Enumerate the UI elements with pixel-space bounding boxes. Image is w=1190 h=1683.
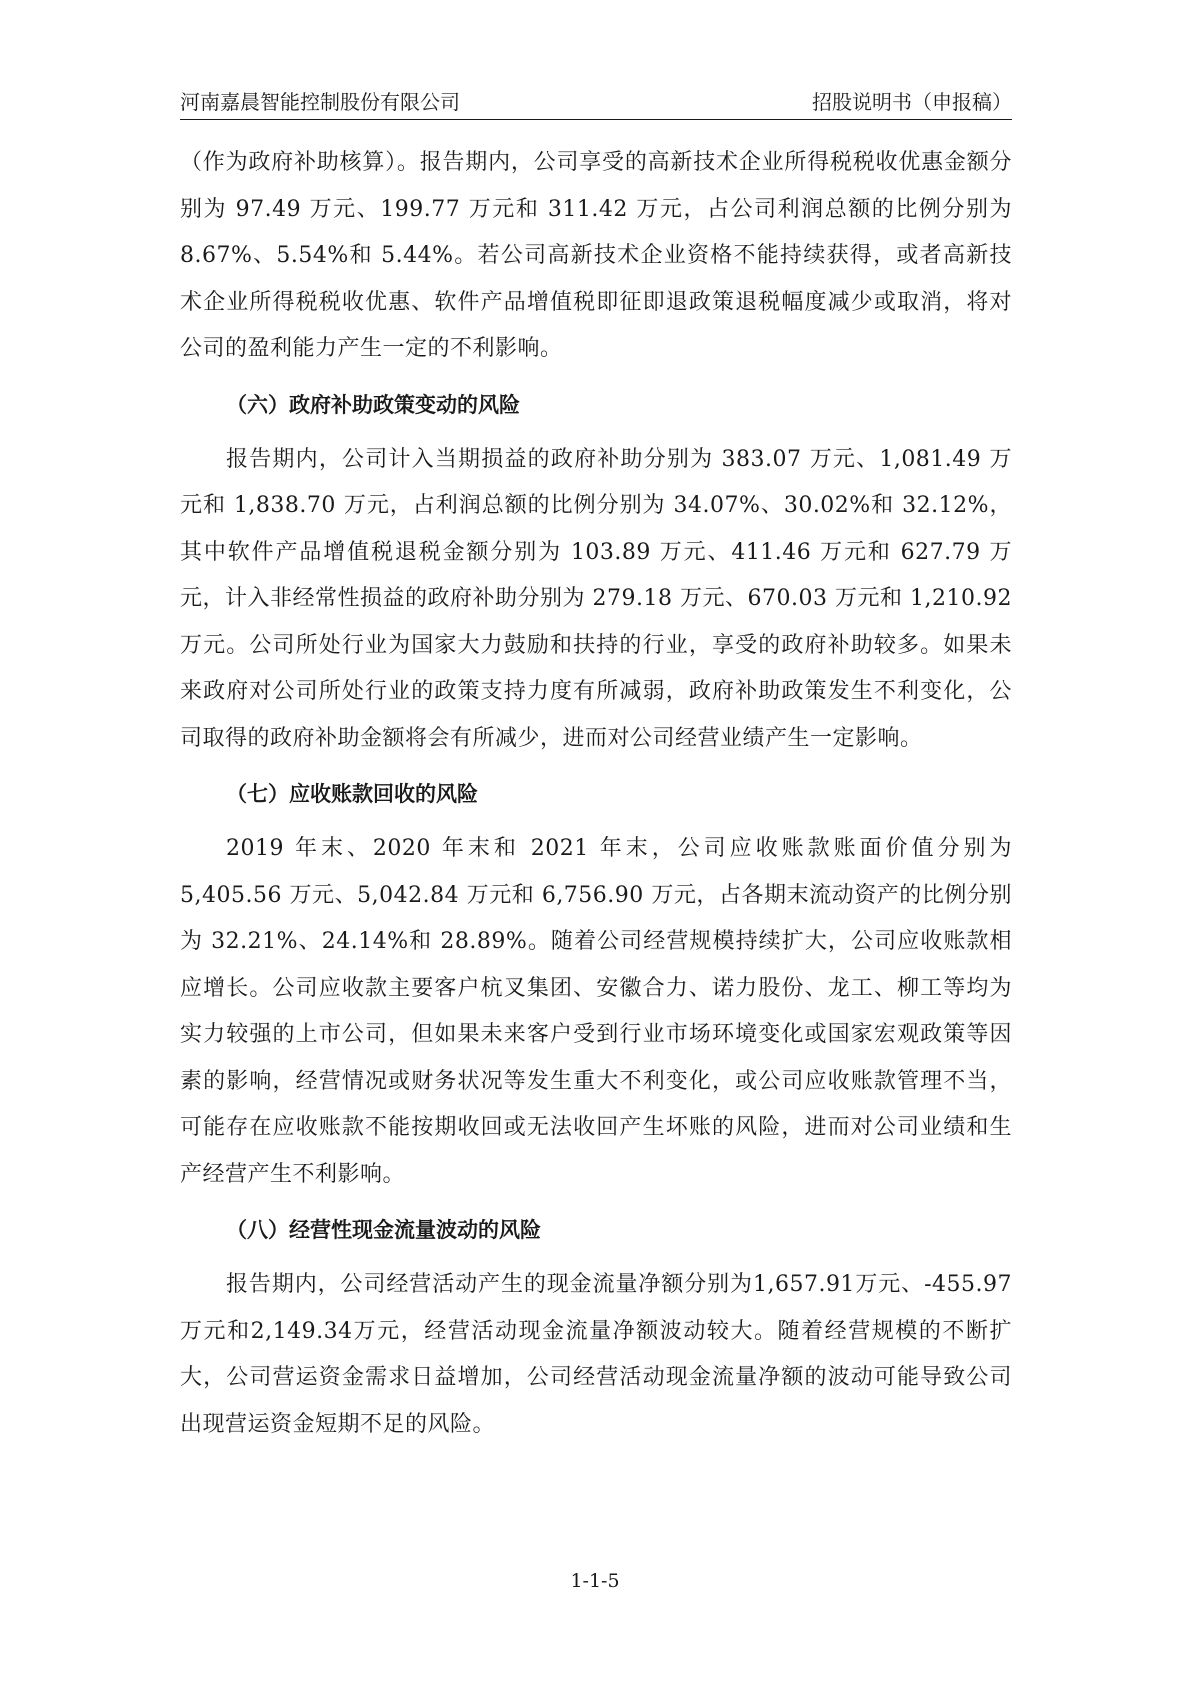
section-6-paragraph: 报告期内，公司计入当期损益的政府补助分别为 383.07 万元、1,081.49 万元和 1,838.70 万元，占利润总额的比例分别为 34.07%、30.02%和 32.12%，其中软件产品增值税退税金额分别为 103.89 万元、411.46 万元和 627.79 万元，计入非经常性损益的政府补助分别为 279.18 万元、670.03 万元和 1,210.92 万元。公司所处行业为国家大力鼓励和扶持的行业，享受的政府补助较多。如果未来政府对公司所处行业的政策支持力度有所减弱，政府补助政策发生不利变化，公司取得的政府补助金额将会有所减少，进而对公司经营业绩产生一定影响。	[180, 446, 1012, 751]
section-7-heading: （七）应收账款回收的风险	[226, 782, 478, 806]
section-7-paragraph: 2019 年末、2020 年末和 2021 年末，公司应收账款账面价值分别为 5,405.56 万元、5,042.84 万元和 6,756.90 万元，占各期末流动资产的比例分别为 32.21%、24.14%和 28.89%。随着公司经营规模持续扩大，公司应收账款相应增长。公司应收款主要客户杭叉集团、安徽合力、诺力股份、龙工、柳工等均为实力较强的上市公司，但如果未来客户受到行业市场环境变化或国家宏观政策等因素的影响，经营情况或财务状况等发生重大不利变化，或公司应收账款管理不当，可能存在应收账款不能按期收回或无法收回产生坏账的风险，进而对公司业绩和生产经营产生不利影响。	[180, 836, 1012, 1187]
header-document-title: 招股说明书（申报稿）	[812, 90, 1012, 114]
page-content	[180, 140, 1012, 1448]
page-header	[180, 82, 1012, 120]
section-8-paragraph: 报告期内，公司经营活动产生的现金流量净额分别为1,657.91万元、-455.97万元和2,149.34万元，经营活动现金流量净额波动较大。随着经营规模的不断扩大，公司营运资金需求日益增加，公司经营活动现金流量净额的波动可能导致公司出现营运资金短期不足的风险。	[180, 1272, 1012, 1437]
page-number: 1-1-5	[570, 1570, 620, 1592]
intro-paragraph: （作为政府补助核算）。报告期内，公司享受的高新技术企业所得税税收优惠金额分别为 97.49 万元、199.77 万元和 311.42 万元，占公司利润总额的比例分别为 8.67%、5.54%和 5.44%。若公司高新技术企业资格不能持续获得，或者高新技术企业所得税税收优惠、软件产品增值税即征即退政策退税幅度减少或取消，将对公司的盈利能力产生一定的不利影响。	[180, 150, 1012, 361]
section-8-heading: （八）经营性现金流量波动的风险	[226, 1218, 541, 1242]
header-company-name: 河南嘉晨智能控制股份有限公司	[180, 90, 460, 114]
section-6-heading: （六）政府补助政策变动的风险	[226, 392, 520, 417]
